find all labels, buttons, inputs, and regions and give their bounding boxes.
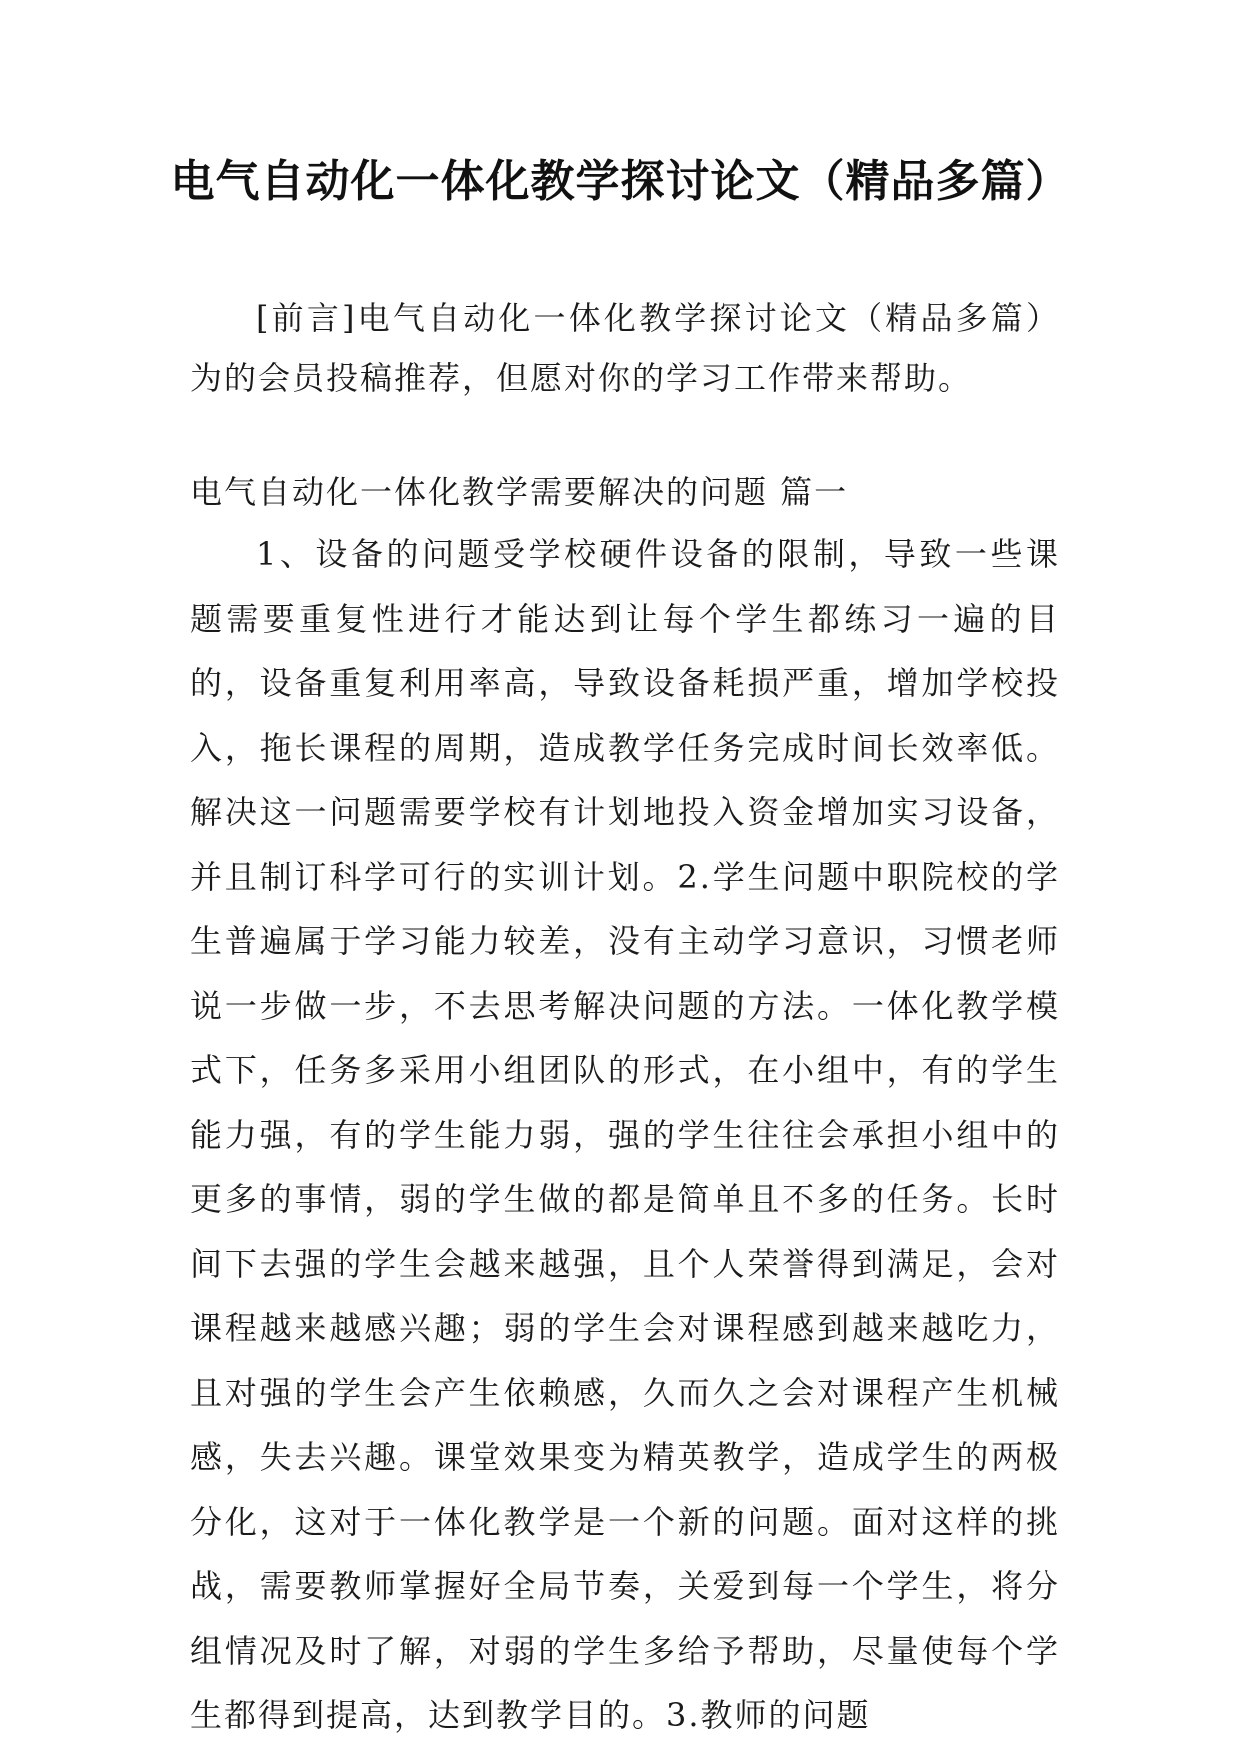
- section-heading: 电气自动化一体化教学需要解决的问题 篇一: [190, 473, 849, 511]
- preface-paragraph: [前言]电气自动化一体化教学探讨论文（精品多篇）为的会员投稿推荐，但愿对你的学习工作带来帮助。: [190, 299, 1060, 397]
- document-title: 电气自动化一体化教学探讨论文（精品多篇）: [170, 156, 1071, 207]
- body-paragraph: 1、设备的问题受学校硬件设备的限制，导致一些课题需要重复性进行才能达到让每个学生都练习一遍的目的，设备重复利用率高，导致设备耗损严重，增加学校投入，拖长课程的周期，造成教学任务完成时间长效率低。解决这一问题需要学校有计划地投入资金增加实习设备，并且制订科学可行的实训计划。2.学生问题中职院校的学生普遍属于学习能力较差，没有主动学习意识，习惯老师说一步做一步，不去思考解决问题的方法。一体化教学模式下，任务多采用小组团队的形式，在小组中，有的学生能力强，有的学生能力弱，强的学生往往会承担小组中的更多的事情，弱的学生做的都是简单且不多的任务。长时间下去强的学生会越来越强，且个人荣誉得到满足，会对课程越来越感兴趣；弱的学生会对课程感到越来越吃力，且对强的学生会产生依赖感，久而久之会对课程产生机械感，失去兴趣。课堂效果变为精英教学，造成学生的两极分化，这对于一体化教学是一个新的问题。面对这样的挑战，需要教师掌握好全局节奏，关爱到每一个学生，将分组情况及时了解，对弱的学生多给予帮助，尽量使每个学生都得到提高，达到教学目的。3.教师的问题: [190, 535, 1060, 1734]
